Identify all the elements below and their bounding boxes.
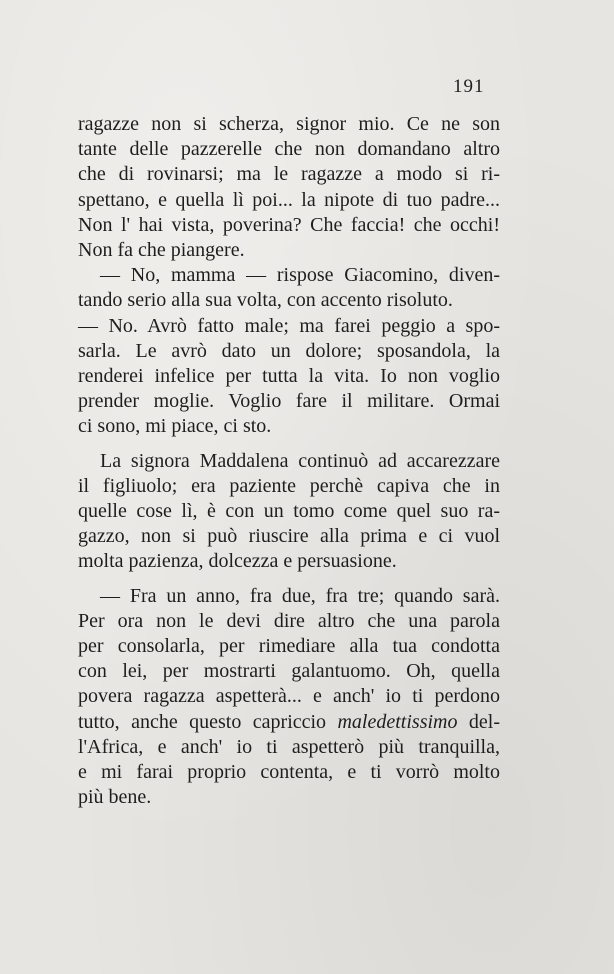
text-line: Non fa che piangere.	[78, 239, 245, 262]
text-line: tando serio alla sua volta, con accento risoluto.	[78, 289, 453, 312]
paragraph-4	[78, 449, 500, 575]
text-line: e mi farai proprio contenta, e ti vorrò molto	[78, 761, 500, 784]
text-line: molta pazienza, dolcezza e persuasione.	[78, 550, 397, 573]
text-line: renderei infelice per tutta la vita. Io non voglio	[78, 365, 500, 388]
text-line: con lei, per mostrarti galantuomo. Oh, quella	[78, 660, 500, 683]
text-segment: tutto, anche questo capriccio	[78, 710, 338, 733]
text-line: — No. Avrò fatto male; ma farei peggio a spo-	[78, 314, 500, 337]
text-line: povera ragazza aspetterà... e anch' io ti perdono	[78, 685, 500, 708]
text-line: prender moglie. Voglio fare il militare. Ormai	[78, 390, 500, 413]
italic-word: maledettissimo	[337, 710, 458, 733]
text-line: il figliuolo; era paziente perchè capiva che in	[78, 474, 500, 497]
paragraph-5	[78, 584, 500, 811]
text-line: — Fra un anno, fra due, fra tre; quando sarà.	[100, 584, 500, 607]
text-line: ci sono, mi piace, ci sto.	[78, 415, 272, 438]
text-line: ragazze non si scherza, signor mio. Ce ne son	[78, 113, 500, 135]
paragraph-3	[78, 314, 500, 440]
text-line	[78, 710, 500, 735]
page-number: 191	[453, 76, 485, 97]
text-line: spettano, e quella lì poi... la nipote di tuo padre...	[78, 188, 500, 211]
body-text	[78, 112, 500, 810]
text-line: La signora Maddalena continuò ad accarezzare	[100, 449, 500, 472]
text-line: che di rovinarsi; ma le ragazze a modo si ri-	[78, 163, 500, 186]
text-line: più bene.	[78, 786, 152, 809]
paragraph-1	[78, 112, 500, 263]
paragraph-2	[78, 263, 500, 313]
text-line: tante delle pazzerelle che non domandano altro	[78, 138, 500, 161]
text-segment: del-	[457, 710, 500, 733]
text-line: gazzo, non si può riuscire alla prima e ci vuol	[78, 525, 500, 548]
text-line: l'Africa, e anch' io ti aspetterò più tranquilla,	[78, 735, 500, 758]
text-line: — No, mamma — rispose Giacomino, diven-	[100, 264, 500, 287]
text-line: per consolarla, per rimediare alla tua condotta	[78, 635, 500, 658]
text-line: Non l' hai vista, poverina? Che faccia! che occhi!	[78, 213, 500, 236]
text-line: Per ora non le devi dire altro che una parola	[78, 609, 500, 632]
text-line: quelle cose lì, è con un tomo come quel suo ra-	[78, 500, 500, 523]
text-line: sarla. Le avrò dato un dolore; sposandola, la	[78, 339, 500, 362]
